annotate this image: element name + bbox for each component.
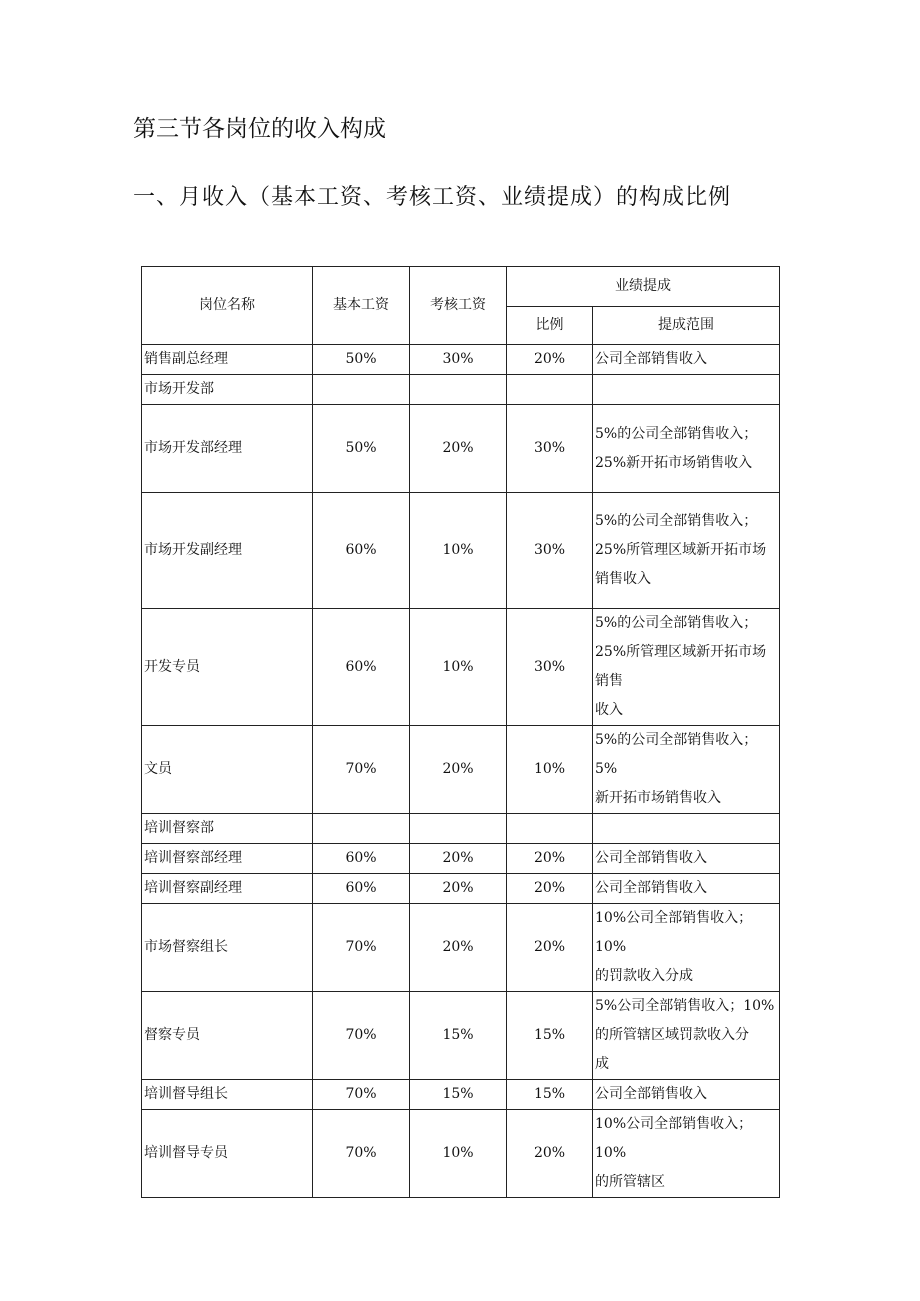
base-salary-cell: 60% [313,874,410,904]
table-row [142,493,780,609]
commission-scope-cell: 公司全部销售收入 [593,844,780,874]
position-cell: 市场开发部 [142,375,313,405]
header-position: 岗位名称 [142,267,313,345]
assessment-salary-cell [410,814,507,844]
header-commission: 业绩提成 [507,267,780,307]
table-row [142,904,780,992]
base-salary-cell: 70% [313,1080,410,1110]
position-cell: 培训督察副经理 [142,874,313,904]
table-row [142,1080,780,1110]
assessment-salary-cell: 10% [410,1110,507,1198]
table-row [142,375,780,405]
commission-ratio-cell [507,814,593,844]
base-salary-cell: 70% [313,1110,410,1198]
position-cell: 督察专员 [142,992,313,1080]
commission-ratio-cell: 20% [507,345,593,375]
assessment-salary-cell: 20% [410,904,507,992]
commission-scope-cell [593,814,780,844]
base-salary-cell: 60% [313,493,410,609]
commission-scope-cell: 5%的公司全部销售收入； 25%所管理区域新开拓市场 销售收入 [593,493,780,609]
commission-ratio-cell: 20% [507,874,593,904]
base-salary-cell: 60% [313,609,410,726]
commission-scope-cell: 10%公司全部销售收入；10% 的所管辖区 [593,1110,780,1198]
commission-ratio-cell: 20% [507,844,593,874]
commission-ratio-cell: 15% [507,992,593,1080]
table-row [142,844,780,874]
base-salary-cell: 50% [313,345,410,375]
assessment-salary-cell [410,375,507,405]
commission-scope-cell: 5%的公司全部销售收入； 25%所管理区域新开拓市场 销售 收入 [593,609,780,726]
position-cell: 市场开发副经理 [142,493,313,609]
header-assessment-salary: 考核工资 [410,267,507,345]
commission-ratio-cell [507,375,593,405]
table-row [142,345,780,375]
assessment-salary-cell: 20% [410,726,507,814]
commission-ratio-cell: 20% [507,1110,593,1198]
commission-ratio-cell: 10% [507,726,593,814]
base-salary-cell: 70% [313,992,410,1080]
table-row [142,814,780,844]
commission-scope-cell: 5%的公司全部销售收入； 25%新开拓市场销售收入 [593,405,780,493]
position-cell: 销售副总经理 [142,345,313,375]
position-cell: 市场督察组长 [142,904,313,992]
base-salary-cell: 70% [313,726,410,814]
base-salary-cell: 60% [313,844,410,874]
table-row [142,609,780,726]
position-cell: 培训督导组长 [142,1080,313,1110]
assessment-salary-cell: 10% [410,493,507,609]
position-cell: 培训督察部 [142,814,313,844]
sub-title: 一、月收入（基本工资、考核工资、业绩提成）的构成比例 [133,185,732,210]
table-row [142,726,780,814]
table-row [142,874,780,904]
header-ratio: 比例 [507,307,593,345]
base-salary-cell: 50% [313,405,410,493]
section-title: 第三节各岗位的收入构成 [133,116,386,142]
assessment-salary-cell: 20% [410,405,507,493]
commission-scope-cell: 公司全部销售收入 [593,1080,780,1110]
commission-ratio-cell: 20% [507,904,593,992]
commission-ratio-cell: 30% [507,405,593,493]
assessment-salary-cell: 30% [410,345,507,375]
commission-scope-cell: 5%公司全部销售收入；10% 的所管辖区域罚款收入分 成 [593,992,780,1080]
commission-ratio-cell: 15% [507,1080,593,1110]
table-row [142,1110,780,1198]
base-salary-cell: 70% [313,904,410,992]
position-cell: 培训督导专员 [142,1110,313,1198]
commission-scope-cell: 公司全部销售收入 [593,345,780,375]
header-scope: 提成范围 [593,307,780,345]
assessment-salary-cell: 20% [410,844,507,874]
commission-scope-cell: 公司全部销售收入 [593,874,780,904]
assessment-salary-cell: 20% [410,874,507,904]
position-cell: 文员 [142,726,313,814]
commission-ratio-cell: 30% [507,609,593,726]
commission-scope-cell: 5%的公司全部销售收入；5% 新开拓市场销售收入 [593,726,780,814]
commission-ratio-cell: 30% [507,493,593,609]
header-base-salary: 基本工资 [313,267,410,345]
position-cell: 市场开发部经理 [142,405,313,493]
commission-scope-cell: 10%公司全部销售收入；10% 的罚款收入分成 [593,904,780,992]
table-row [142,405,780,493]
assessment-salary-cell: 10% [410,609,507,726]
position-cell: 开发专员 [142,609,313,726]
table-row [142,992,780,1080]
base-salary-cell [313,375,410,405]
base-salary-cell [313,814,410,844]
position-cell: 培训督察部经理 [142,844,313,874]
commission-scope-cell [593,375,780,405]
income-composition-table [141,266,780,1198]
assessment-salary-cell: 15% [410,992,507,1080]
assessment-salary-cell: 15% [410,1080,507,1110]
